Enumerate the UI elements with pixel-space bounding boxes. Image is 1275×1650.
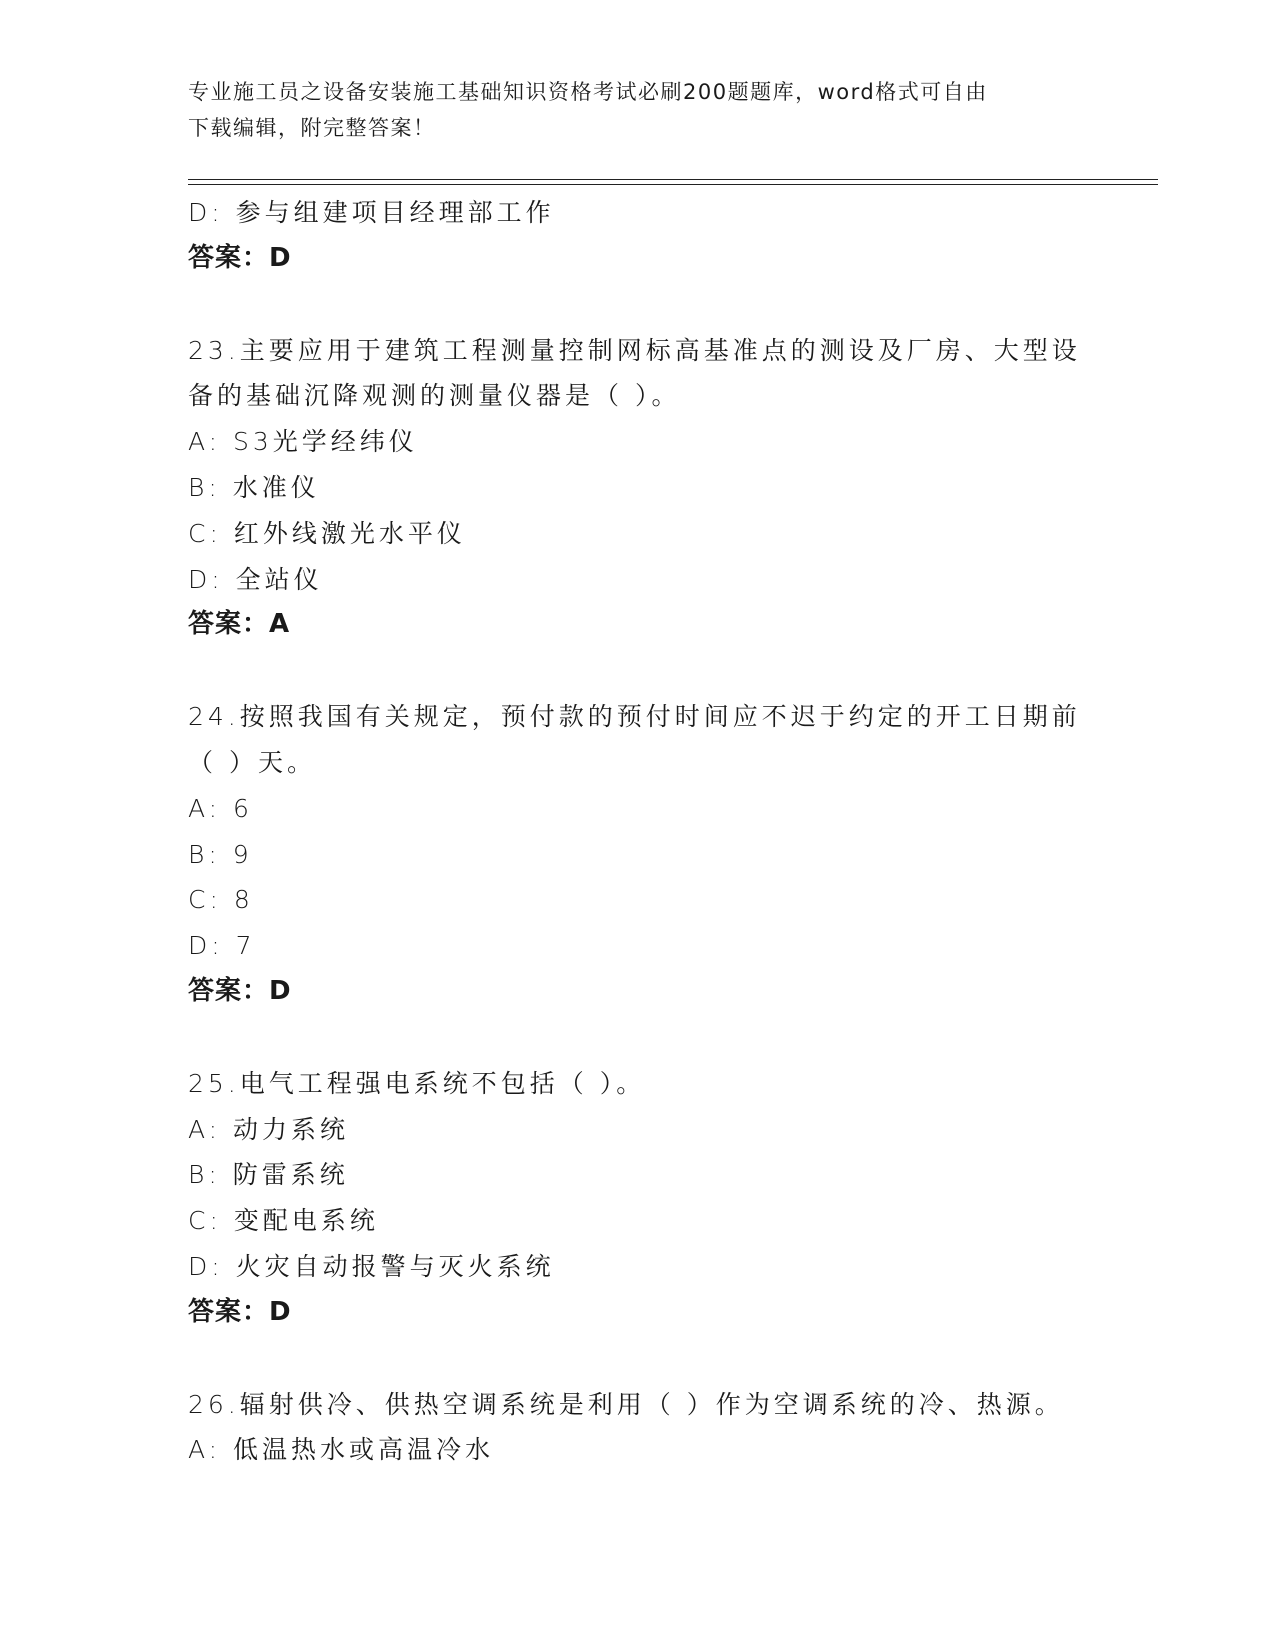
spacer <box>188 648 1088 694</box>
question-26 <box>188 1382 1088 1474</box>
question-list <box>188 190 1088 1473</box>
option-b: B: 水准仪 <box>188 472 320 502</box>
option-c: C: 红外线激光水平仪 <box>188 518 466 548</box>
option-a: A: S3光学经纬仪 <box>188 427 418 457</box>
prev-option-d: D: 参与组建项目经理部工作 <box>188 198 555 227</box>
spacer <box>188 1336 1088 1382</box>
question-stem: 24.按照我国有关规定，预付款的预付时间应不迟于约定的开工日期前 <box>188 702 1081 732</box>
header-line-1: 专业施工员之设备安装施工基础知识资格考试必刷200题题库，word格式可自由 <box>188 80 988 104</box>
header-divider-bottom <box>188 184 1158 185</box>
option-d: D: 7 <box>188 931 256 961</box>
answer: 答案：D <box>188 975 292 1006</box>
spacer <box>188 282 1088 328</box>
question-stem: 23.主要应用于建筑工程测量控制网标高基准点的测设及厂房、大型设 <box>188 335 1081 365</box>
question-24 <box>188 694 1088 1015</box>
question-stem: 26.辐射供冷、供热空调系统是利用（ ）作为空调系统的冷、热源。 <box>188 1389 1064 1419</box>
option-d: D: 全站仪 <box>188 564 323 594</box>
prev-answer: 答案：D <box>188 242 292 273</box>
header-line-2: 下载编辑，附完整答案！ <box>188 116 436 140</box>
option-b: B: 防雷系统 <box>188 1160 349 1190</box>
option-c: C: 8 <box>188 885 254 915</box>
answer: 答案：A <box>188 609 291 640</box>
answer: 答案：D <box>188 1296 292 1327</box>
option-c: C: 变配电系统 <box>188 1206 379 1236</box>
option-a: A: 动力系统 <box>188 1114 350 1144</box>
option-b: B: 9 <box>188 839 253 869</box>
option-a: A: 低温热水或高温冷水 <box>188 1435 495 1465</box>
option-a: A: 6 <box>188 793 253 823</box>
question-stem: 25.电气工程强电系统不包括（ ）。 <box>188 1068 646 1098</box>
spacer <box>188 1015 1088 1061</box>
document-header <box>188 74 1088 146</box>
question-23 <box>188 328 1088 649</box>
header-divider-top <box>188 179 1158 180</box>
question-stem-cont: （ ）天。 <box>188 747 316 777</box>
question-25 <box>188 1061 1088 1336</box>
question-stem-cont: 备的基础沉降观测的测量仪器是（ ）。 <box>188 381 681 411</box>
option-d: D: 火灾自动报警与灭火系统 <box>188 1251 555 1281</box>
